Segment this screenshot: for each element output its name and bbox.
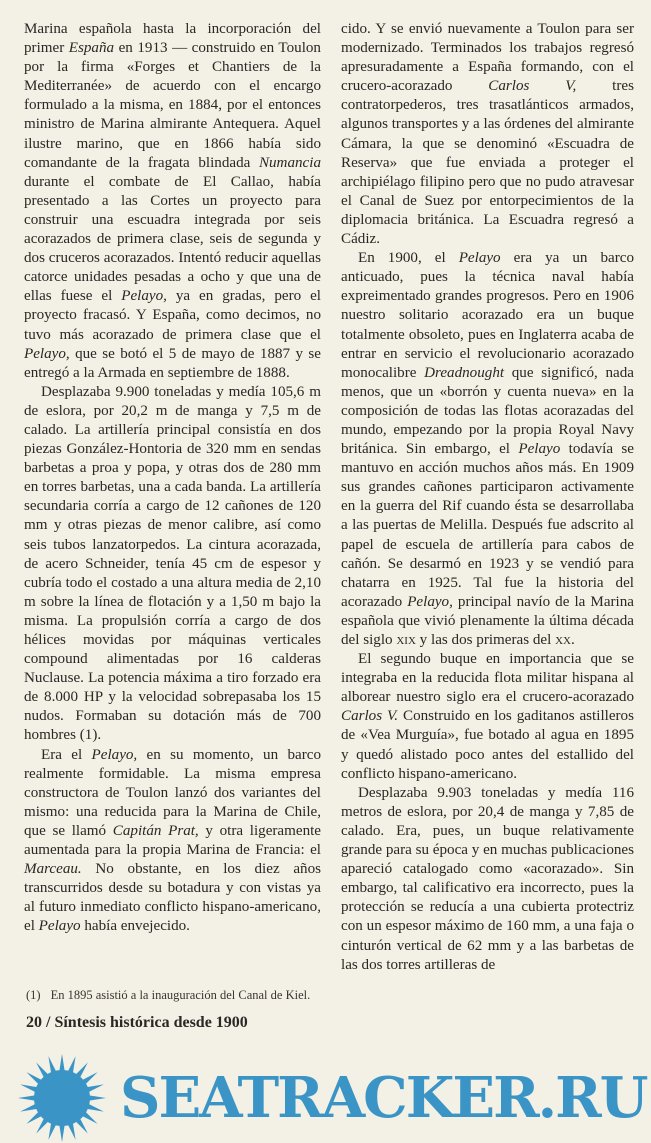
paragraph: Marina española hasta la incorporación del primer España en 1913 — construido en Toulon por la firma «Forges et Chantiers de la Mediterranée» de acuerdo con el encargo formulado a la misma, en 1884, por el entonces ministro de Marina almirante Antequera. Aquel ilustre marino, que en 1866 había sido comandante de la fragata blindada Numancia durante el combate de El Callao, había presentado a las Cortes un proyecto para construir una escuadra integrada por seis acorazados de primera clase, seis de segunda y dos cruceros acorazados. Intentó reducir aquellas catorce unidades pesadas a ocho y que una de ellas fuese el Pelayo, ya en gradas, pero el proyecto fracasó. Y España, como decimos, no tuvo más acorazado de primera clase que el Pelayo, que se botó el 5 de mayo de 1887 y se entregó a la Armada en septiembre de 1888. (24, 21, 321, 381)
paragraph: En 1900, el Pelayo era ya un barco anticuado, pues la técnica naval había expreimentado grandes progresos. Pero en 1906 nuestro solitario acorazado era un buque totalmente obsoleto, pues en Inglaterra acaba de entrar en servicio el revolucionario acorazado monocalibre Dreadnought que significó, nada menos, que un «borrón y cuenta nueva» en la composición de todas las flotas acorazadas del mundo, empezando por la propia Royal Navy británica. Sin embargo, el Pelayo todavía se mantuvo en acción muchos años más. En 1909 sus grandes cañones participaron activamente en la guerra del Rif cuando ésta se desarrollaba a las puertas de Melilla. Después fue adscrito al papel de escuela de artillería para cabos de cañón. Se desarmó en 1923 y se vendió para chatarra en 1925. Tal fue la historia del acorazado Pelayo, principal navío de la Marina española que vivió plenamente la última década del siglo xix y las dos primeras del xx. (341, 250, 634, 648)
italic-run: Numancia (258, 154, 321, 171)
smallcaps-run: xx (555, 632, 571, 648)
sun-disc (34, 1070, 90, 1126)
italic-run: Pelayo (458, 250, 501, 267)
italic-run: Pelayo, (407, 593, 453, 610)
footnote-number: (1) (26, 987, 41, 1002)
italic-run: Pelayo (518, 441, 561, 458)
italic-run: Pelayo, (121, 288, 167, 305)
page-folio: 20 / Síntesis histórica desde 1900 (26, 1013, 248, 1031)
italic-run: Pelayo (38, 918, 81, 935)
sun-ray (26, 1072, 43, 1086)
right-column (341, 20, 634, 975)
italic-run: Capitán Prat, (112, 822, 199, 839)
sun-ray (48, 1056, 57, 1075)
page-bottom (0, 975, 651, 1047)
sun-ray (36, 1116, 50, 1133)
italic-run: Marceau. (24, 861, 82, 878)
sun-ray (20, 1084, 39, 1093)
italic-run: Carlos V. (341, 708, 399, 725)
paragraph: Desplazaba 9.900 toneladas y medía 105,6 m de eslora, por 20,2 m de manga y 7,5 m de calado. La artillería principal consistía en dos piezas González-Hontoria de 320 mm en sendas barbetas a proa y popa, y otras dos de 280 mm en torres barbetas, una a cada banda. La artillería secundaria corría a cargo de 12 cañones de 120 mm y otras piezas de menor calibre, así como seis tubos lanzatorpedos. La cintura acorazada, de acero Schneider, tenía 45 cm de espesor y cubría todo el costado a una altura media de 2,10 m sobre la línea de flotación y a 1,50 m bajo la misma. La propulsión corría a cargo de dos hélices movidas por máquinas verticales compound alimentadas por 16 calderas Nuclause. La potencia máxima a tiro forzado era de 8.000 HP y la velocidad sobrepasaba los 15 nudos. Formaban su dotación más de 700 hombres (1). (24, 383, 321, 744)
watermark (0, 1053, 651, 1143)
sun-ray (87, 1095, 106, 1101)
paragraph: Desplazaba 9.903 toneladas y medía 116 metros de eslora, por 20,4 de manga y 7,85 de calado. Era, pues, un buque relativamente grande para su época y en muchas publicaciones apareció catalogado como «acorazado». Sin embargo, tal calificativo era incorrecto, pues la protección se reducía a una cubierta protectriz con un espesor máximo de 160 mm, a una faja o cinturón vertical de 62 mm y a las barbetas de las dos torres artilleras de (341, 784, 634, 973)
sun-ray (18, 1095, 37, 1101)
italic-run: Pelayo, (91, 746, 138, 763)
sun-ray (59, 1054, 65, 1073)
sun-ray (85, 1084, 104, 1093)
sun-ray (80, 1072, 97, 1086)
sun-ray (26, 1110, 43, 1124)
italic-run: España (68, 40, 115, 57)
sun-ray (85, 1103, 104, 1112)
paragraph: El segundo buque en importancia que se integraba en la reducida flota militar hispana al alborear nuestro siglo era el crucero-acorazado Carlos V. Construido en los gaditanos astilleros de «Vea Murguía», fue botado al agua en 1895 y quedó alistado poco antes del estallido del conflicto hispano-americano. (341, 651, 634, 782)
italic-run: Dreadnought (424, 364, 505, 381)
paragraph: Era el Pelayo, en su momento, un barco realmente formidable. La misma empresa constructora de Toulon lanzó dos variantes del mismo: una reducida para la Marina de Chile, que se llamó Capitán Prat, y otra ligeramente aumentada para la propia Marina de Francia: el Marceau. No obstante, en los diez años transcurridos desde su botadura y con vistas ya al futuro inmediato conflicto hispano-americano, el Pelayo había envejecido. (24, 746, 322, 935)
footnote-text: En 1895 asistió a la inauguración del Canal de Kiel. (50, 987, 311, 1002)
sun-ray (20, 1103, 39, 1112)
sun-ray (67, 1120, 76, 1139)
italic-run: Carlos V, (488, 78, 577, 95)
sun-ray (36, 1062, 50, 1079)
sun-ray (67, 1056, 76, 1075)
sun-ray (80, 1110, 97, 1124)
watermark-text: SEATRACKER.RU (120, 1064, 647, 1131)
left-column (24, 20, 321, 937)
paragraph: cido. Y se envió nuevamente a Toulon para ser modernizado. Terminados los trabajos regresó apresuradamente a España formando, con el crucero-acorazado Carlos V, tres contratorpederos, tres trasatlánticos armados, algunos transportes y a las órdenes del almirante Cámara, la que se denominó «Escuadra de Reserva» que fue enviada a proteger el archipiélago filipino pero que no pudo atravesar el Canal de Suez por entorpecimientos de la diplomacia británica. La Escuadra regresó a Cádiz. (341, 21, 634, 248)
footnote (26, 987, 326, 1003)
sun-ray (74, 1062, 88, 1079)
sun-ray (48, 1120, 57, 1139)
smallcaps-run: xix (396, 632, 416, 648)
sun-ray (59, 1123, 65, 1142)
italic-run: Pelayo, (24, 345, 70, 362)
sun-ray (74, 1116, 88, 1133)
sun-icon (0, 1053, 130, 1143)
